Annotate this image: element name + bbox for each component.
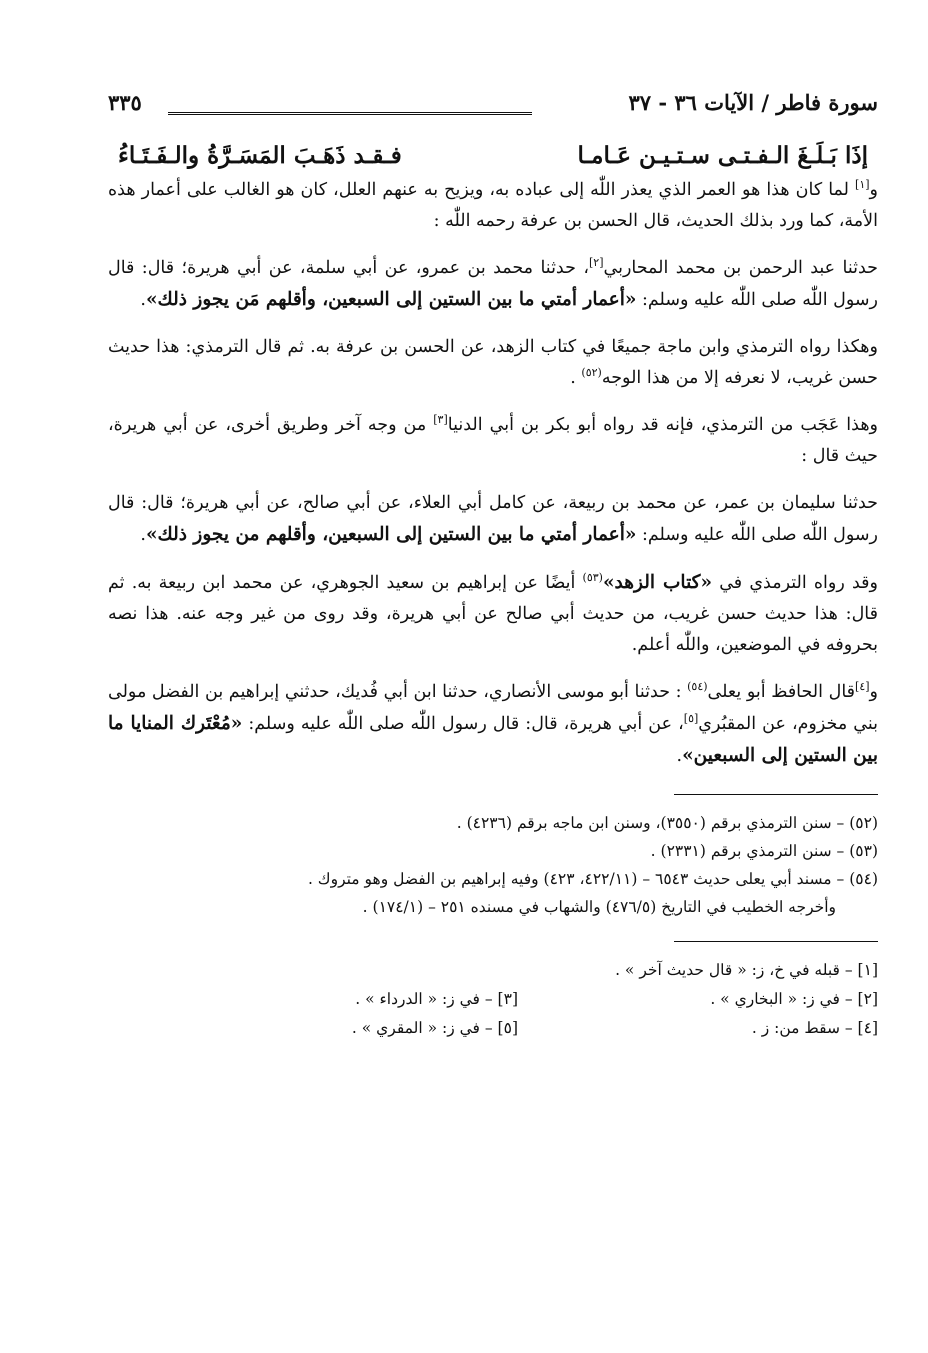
variant-marker: [٤] (855, 680, 870, 694)
surah-title: سورة فاطر / الآيات ٣٦ - ٣٧ (628, 90, 878, 115)
paragraph-3 (108, 332, 878, 394)
text-run: : حدثنا أبو موسى الأنصاري، حدثنا ابن أبي فُديك، حدثني إبراهيم بن الفضل مولى بني مخزوم، عن المقبُري (108, 682, 878, 734)
text-run: ، عن أبي هريرة، قال: قال رسول اللّٰه صلى اللّٰه عليه وسلم: (242, 714, 684, 734)
paragraph-1 (108, 175, 878, 237)
variant-row (108, 1014, 878, 1043)
variant-row (108, 956, 878, 985)
text-run: لما كان هذا هو العمر الذي يعذر اللّٰه إلى عباده به، ويزيح به عنهم العلل، كان هو الغالب على أعمار هذه الأمة، كما ورد بذلك الحديث، قال الحسن بن عرفة رحمه اللّٰه : (108, 180, 878, 231)
poetry-verse (118, 142, 868, 169)
variant-note-2: [٢] – في ز: « البخاري » . (710, 990, 878, 1008)
paragraph-5 (108, 488, 878, 551)
text-run: و (869, 682, 878, 702)
text-run: و (869, 180, 878, 200)
hadith-quote: «أعمار أمتي ما بين الستين إلى السبعين، وأقلهم من يجوز ذلك» (145, 524, 637, 545)
text-run: وقد رواه الترمذي في (712, 573, 878, 593)
text-run: وهذا عَجَب من الترمذي، فإنه قد رواه أبو بكر بن أبي الدنيا (447, 415, 879, 435)
footnote-54 (108, 865, 878, 921)
footnote-text: – سنن الترمذي برقم (٣٥٥٠)، وسنن ابن ماجه برقم (٤٢٣٦) . (456, 814, 850, 832)
variant-note-5: [٥] – في ز: « المقري » . (351, 1019, 518, 1037)
header-rule (168, 112, 532, 115)
text-run: . (140, 525, 146, 545)
running-header (108, 86, 878, 126)
text-run: . (140, 290, 146, 310)
text-run: قال الحافظ أبو يعلى (707, 682, 856, 702)
book-title: «كتاب الزهد» (602, 572, 713, 593)
footnote-number: (٥٤) (849, 870, 878, 888)
text-run: . (676, 746, 683, 766)
footnote-number: (٥٣) (849, 842, 878, 860)
page-number: ٣٣٥ (108, 90, 142, 115)
paragraph-4 (108, 410, 878, 472)
footnote-52 (108, 809, 878, 837)
text-run: وهكذا رواه الترمذي وابن ماجة جميعًا في كتاب الزهد، عن الحسن بن عرفة به. ثم قال الترمذي: هذا حديث حسن غريب، لا نعرفه إلا من هذا الوجه (108, 337, 878, 388)
text-run: . (570, 368, 582, 388)
variant-note-3: [٣] – في ز: « الدرداء » . (355, 990, 518, 1008)
paragraph-2 (108, 253, 878, 316)
variant-marker: [٥] (683, 712, 699, 726)
paragraph-6 (108, 567, 878, 661)
hadith-quote: «أعمار أمتي ما بين الستين إلى السبعين، وأقلهم مَن يجوز ذلك» (145, 289, 637, 310)
book-page (108, 86, 878, 1043)
variant-note-4: [٤] – سقط من: ز . (751, 1019, 878, 1037)
footnote-number: (٥٢) (849, 814, 878, 832)
variant-marker: [٣] (433, 413, 448, 427)
footnote-continuation: وأخرجه الخطيب في التاريخ (٤٧٦/٥) والشهاب في مسنده ٢٥١ – (١٧٤/١) . (362, 898, 836, 916)
footnote-marker: (٥٣) (582, 571, 603, 585)
verse-hemistich-first: إذَا بَـلَـغَ الـفـتـى سـتـيـن عَـامـا (577, 142, 868, 169)
variant-marker: [٢] (588, 256, 604, 270)
footnote-text: – مسند أبي يعلى حديث ٦٥٤٣ – (٤٢٢/١١، ٤٢٣) وفيه إبراهيم بن الفضل وهو متروك . (307, 870, 850, 888)
variant-marker: [١] (855, 178, 870, 192)
verse-hemistich-second: فـقـد ذَهَـبَ المَسَـرَّةُ والـفَـتَـاءُ (118, 142, 402, 169)
footnote-marker: (٥٢) (581, 366, 602, 380)
footnotes-divider (674, 794, 878, 795)
paragraph-7 (108, 677, 878, 772)
footnote-marker: (٥٤) (687, 680, 708, 694)
variant-note-1: [١] – قبله في خ، ز: « قال حديث آخر » . (615, 961, 878, 979)
footnote-53 (108, 837, 878, 865)
text-run: من وجه آخر وطريق أخرى، عن أبي هريرة، حيث قال : (108, 415, 878, 466)
footnote-text: – سنن الترمذي برقم (٢٣٣١) . (650, 842, 850, 860)
variants-divider (674, 941, 878, 942)
hadith-quote: «مُعْتَرك المنايا ما بين الستين إلى السبعين» (108, 713, 878, 766)
text-run: أيضًا عن إبراهيم بن سعيد الجوهري، عن محمد ابن ربيعة به. ثم قال: هذا حديث حسن غريب، من حديث أبي صالح عن أبي هريرة، وقد روى من غير وجه عنه. هذا نصه بحروفه في الموضعين، واللّٰه أعلم. (108, 573, 878, 655)
variant-row (108, 985, 878, 1014)
text-run: ، حدثنا محمد بن عمرو، عن أبي سلمة، عن أبي هريرة؛ قال: قال رسول اللّٰه صلى اللّٰه عليه وسلم: (108, 258, 878, 310)
text-run: حدثنا سليمان بن عمر، عن محمد بن ربيعة، عن كامل أبي العلاء، عن أبي صالح، عن أبي هريرة؛ قال: قال رسول اللّٰه صلى اللّٰه عليه وسلم: (108, 493, 878, 545)
text-run: حدثنا عبد الرحمن بن محمد المحاربي (603, 258, 878, 278)
